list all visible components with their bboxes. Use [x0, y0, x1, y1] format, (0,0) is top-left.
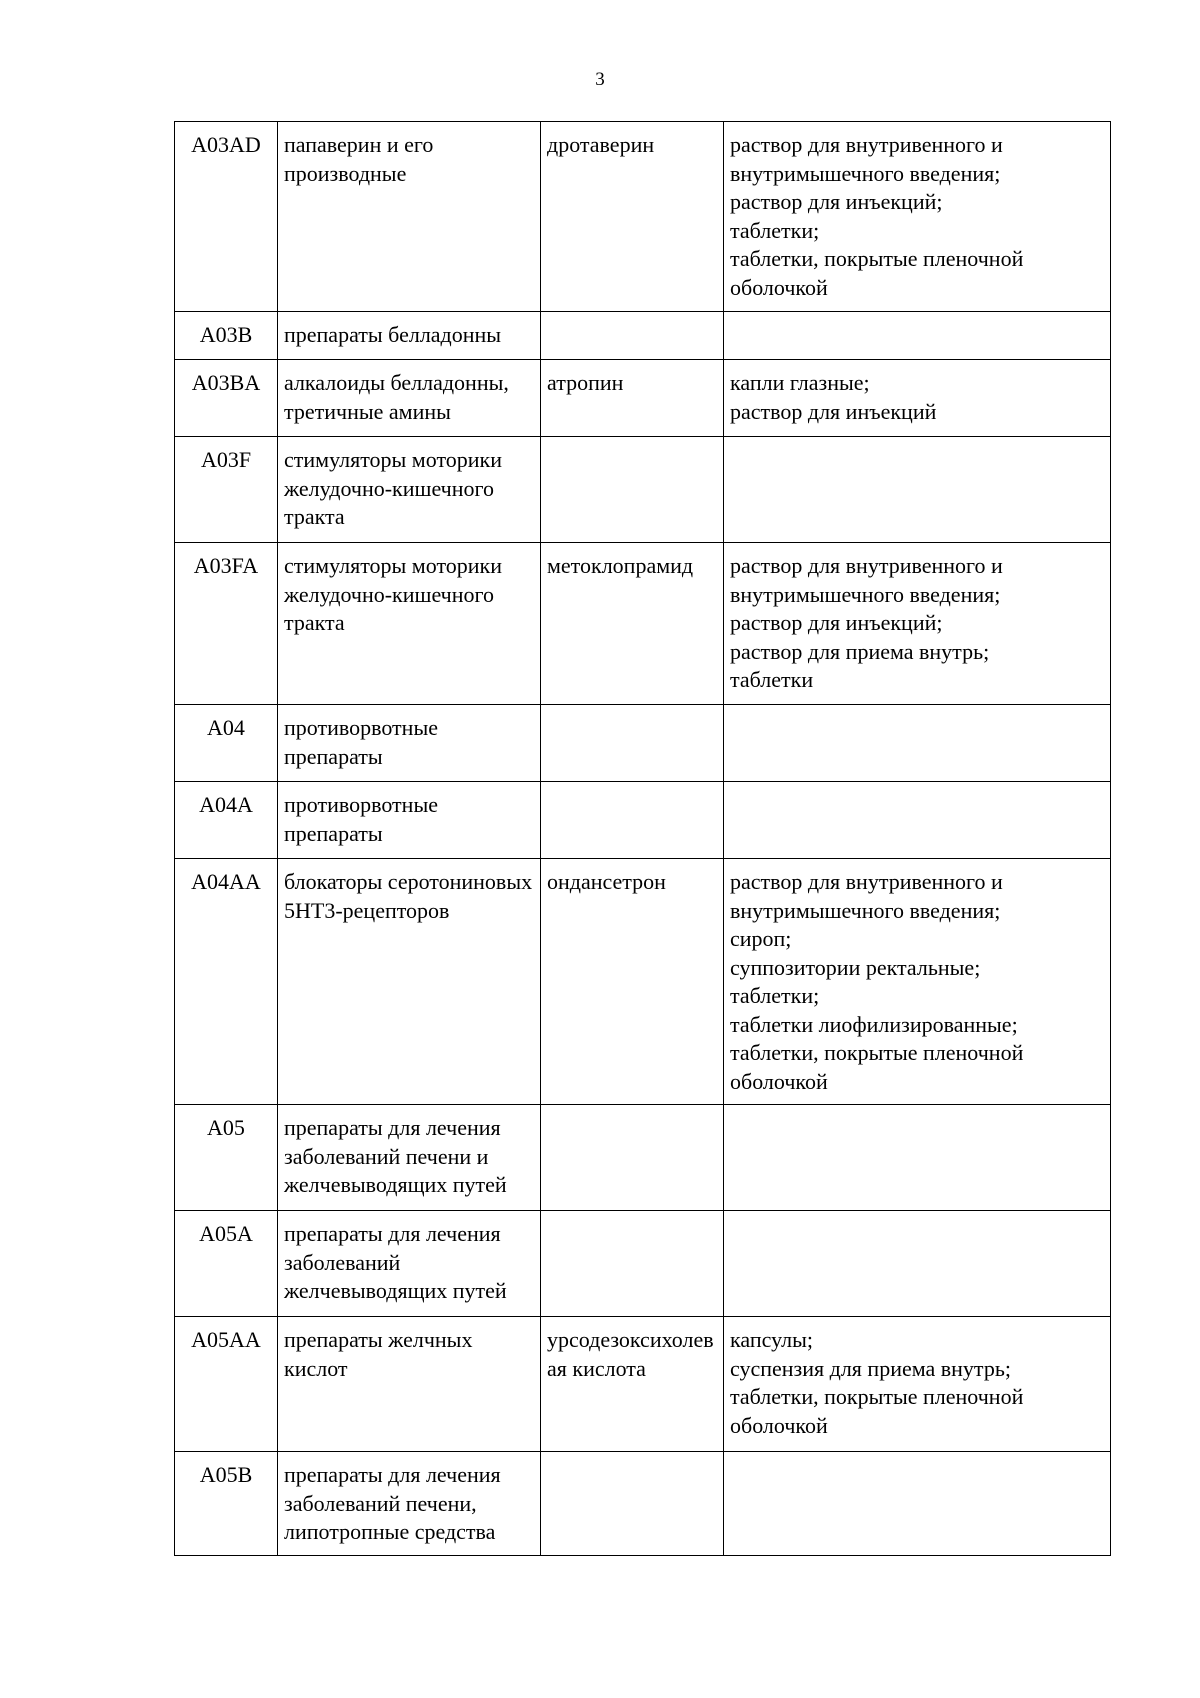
group-name-cell: противорвотные препараты [278, 705, 541, 782]
dosage-form-line: раствор для внутривенного и внутримышечного введения; [730, 869, 1003, 923]
group-name-cell: препараты для лечения заболеваний печени и желчевыводящих путей [278, 1105, 541, 1211]
substance-cell: метоклопрамид [541, 543, 724, 705]
table-row [175, 122, 1111, 312]
drug-table [174, 121, 1111, 1556]
dosage-forms-cell [724, 782, 1111, 859]
table-row [175, 543, 1111, 705]
dosage-form-line: раствор для инъекций; [730, 610, 943, 635]
group-name-cell: препараты желчных кислот [278, 1317, 541, 1452]
substance-cell [541, 437, 724, 543]
dosage-form-line: суспензия для приема внутрь; [730, 1355, 1011, 1381]
dosage-forms-cell [724, 360, 1111, 437]
dosage-forms-cell [724, 312, 1111, 360]
table-body [175, 122, 1111, 1556]
group-name-cell: препараты для лечения заболеваний печени, липотропные средства [278, 1452, 541, 1556]
dosage-forms-cell [724, 1452, 1111, 1556]
group-name-cell: стимуляторы моторики желудочно-кишечного тракта [278, 543, 541, 705]
dosage-form-line: таблетки, покрытые пленочной оболочкой [730, 1384, 1024, 1438]
dosage-form-line: суппозитории ректальные; [730, 954, 981, 980]
substance-cell [541, 312, 724, 360]
dosage-form-line: раствор для инъекций; [730, 189, 943, 214]
table-row [175, 437, 1111, 543]
table-row [175, 360, 1111, 437]
substance-cell: дротаверин [541, 122, 724, 312]
dosage-form-line: таблетки, покрытые пленочной оболочкой [730, 1040, 1024, 1094]
dosage-form-line: раствор для внутривенного и внутримышечного введения; [730, 132, 1003, 186]
substance-cell [541, 1105, 724, 1211]
dosage-forms-cell [724, 859, 1111, 1105]
dosage-forms-cell [724, 543, 1111, 705]
table-row [175, 312, 1111, 360]
substance-cell: ондансетрон [541, 859, 724, 1105]
group-name-cell: препараты для лечения заболеваний желчевыводящих путей [278, 1211, 541, 1317]
substance-cell [541, 782, 724, 859]
atc-code-cell: A05A [175, 1211, 278, 1317]
dosage-form-line: раствор для приема внутрь; [730, 638, 990, 664]
substance-cell [541, 1452, 724, 1556]
atc-code-cell: A05 [175, 1105, 278, 1211]
dosage-form-line: таблетки, покрытые пленочной оболочкой [730, 246, 1024, 300]
atc-code-cell: A03FA [175, 543, 278, 705]
atc-code-cell: A03B [175, 312, 278, 360]
atc-code-cell: A03BA [175, 360, 278, 437]
group-name-cell: препараты белладонны [278, 312, 541, 360]
atc-code-cell: A03F [175, 437, 278, 543]
group-name-cell: алкалоиды белладонны, третичные амины [278, 360, 541, 437]
substance-cell [541, 705, 724, 782]
group-name-cell: блокаторы серотониновых 5HT3-рецепторов [278, 859, 541, 1105]
dosage-forms-cell [724, 437, 1111, 543]
table-row [175, 1452, 1111, 1556]
atc-code-cell: A04AA [175, 859, 278, 1105]
table-row [175, 782, 1111, 859]
atc-code-cell: A04A [175, 782, 278, 859]
table-row [175, 1105, 1111, 1211]
table-row [175, 1211, 1111, 1317]
substance-cell: урсодезоксихолевая кислота [541, 1317, 724, 1452]
atc-code-cell: A05B [175, 1452, 278, 1556]
atc-code-cell: A03AD [175, 122, 278, 312]
dosage-form-line: таблетки лиофилизированные; [730, 1011, 1018, 1037]
group-name-cell: противорвотные препараты [278, 782, 541, 859]
dosage-form-line: таблетки [730, 667, 814, 692]
dosage-form-line: сироп; [730, 926, 792, 951]
table-row [175, 705, 1111, 782]
dosage-form-line: капсулы; [730, 1327, 813, 1352]
dosage-forms-cell [724, 705, 1111, 782]
dosage-forms-cell [724, 1211, 1111, 1317]
page-number: 3 [595, 69, 605, 90]
substance-cell: атропин [541, 360, 724, 437]
dosage-form-line: таблетки; [730, 983, 820, 1008]
dosage-forms-cell [724, 1105, 1111, 1211]
table-row [175, 1317, 1111, 1452]
dosage-form-line: капли глазные; [730, 370, 870, 395]
group-name-cell: папаверин и его производные [278, 122, 541, 312]
dosage-form-line: таблетки; [730, 217, 820, 243]
atc-code-cell: A04 [175, 705, 278, 782]
atc-code-cell: A05AA [175, 1317, 278, 1452]
dosage-form-line: раствор для инъекций [730, 398, 937, 424]
dosage-form-line: раствор для внутривенного и внутримышечного введения; [730, 553, 1003, 607]
group-name-cell: стимуляторы моторики желудочно-кишечного тракта [278, 437, 541, 543]
table-row [175, 859, 1111, 1105]
dosage-forms-cell [724, 122, 1111, 312]
substance-cell [541, 1211, 724, 1317]
dosage-forms-cell [724, 1317, 1111, 1452]
